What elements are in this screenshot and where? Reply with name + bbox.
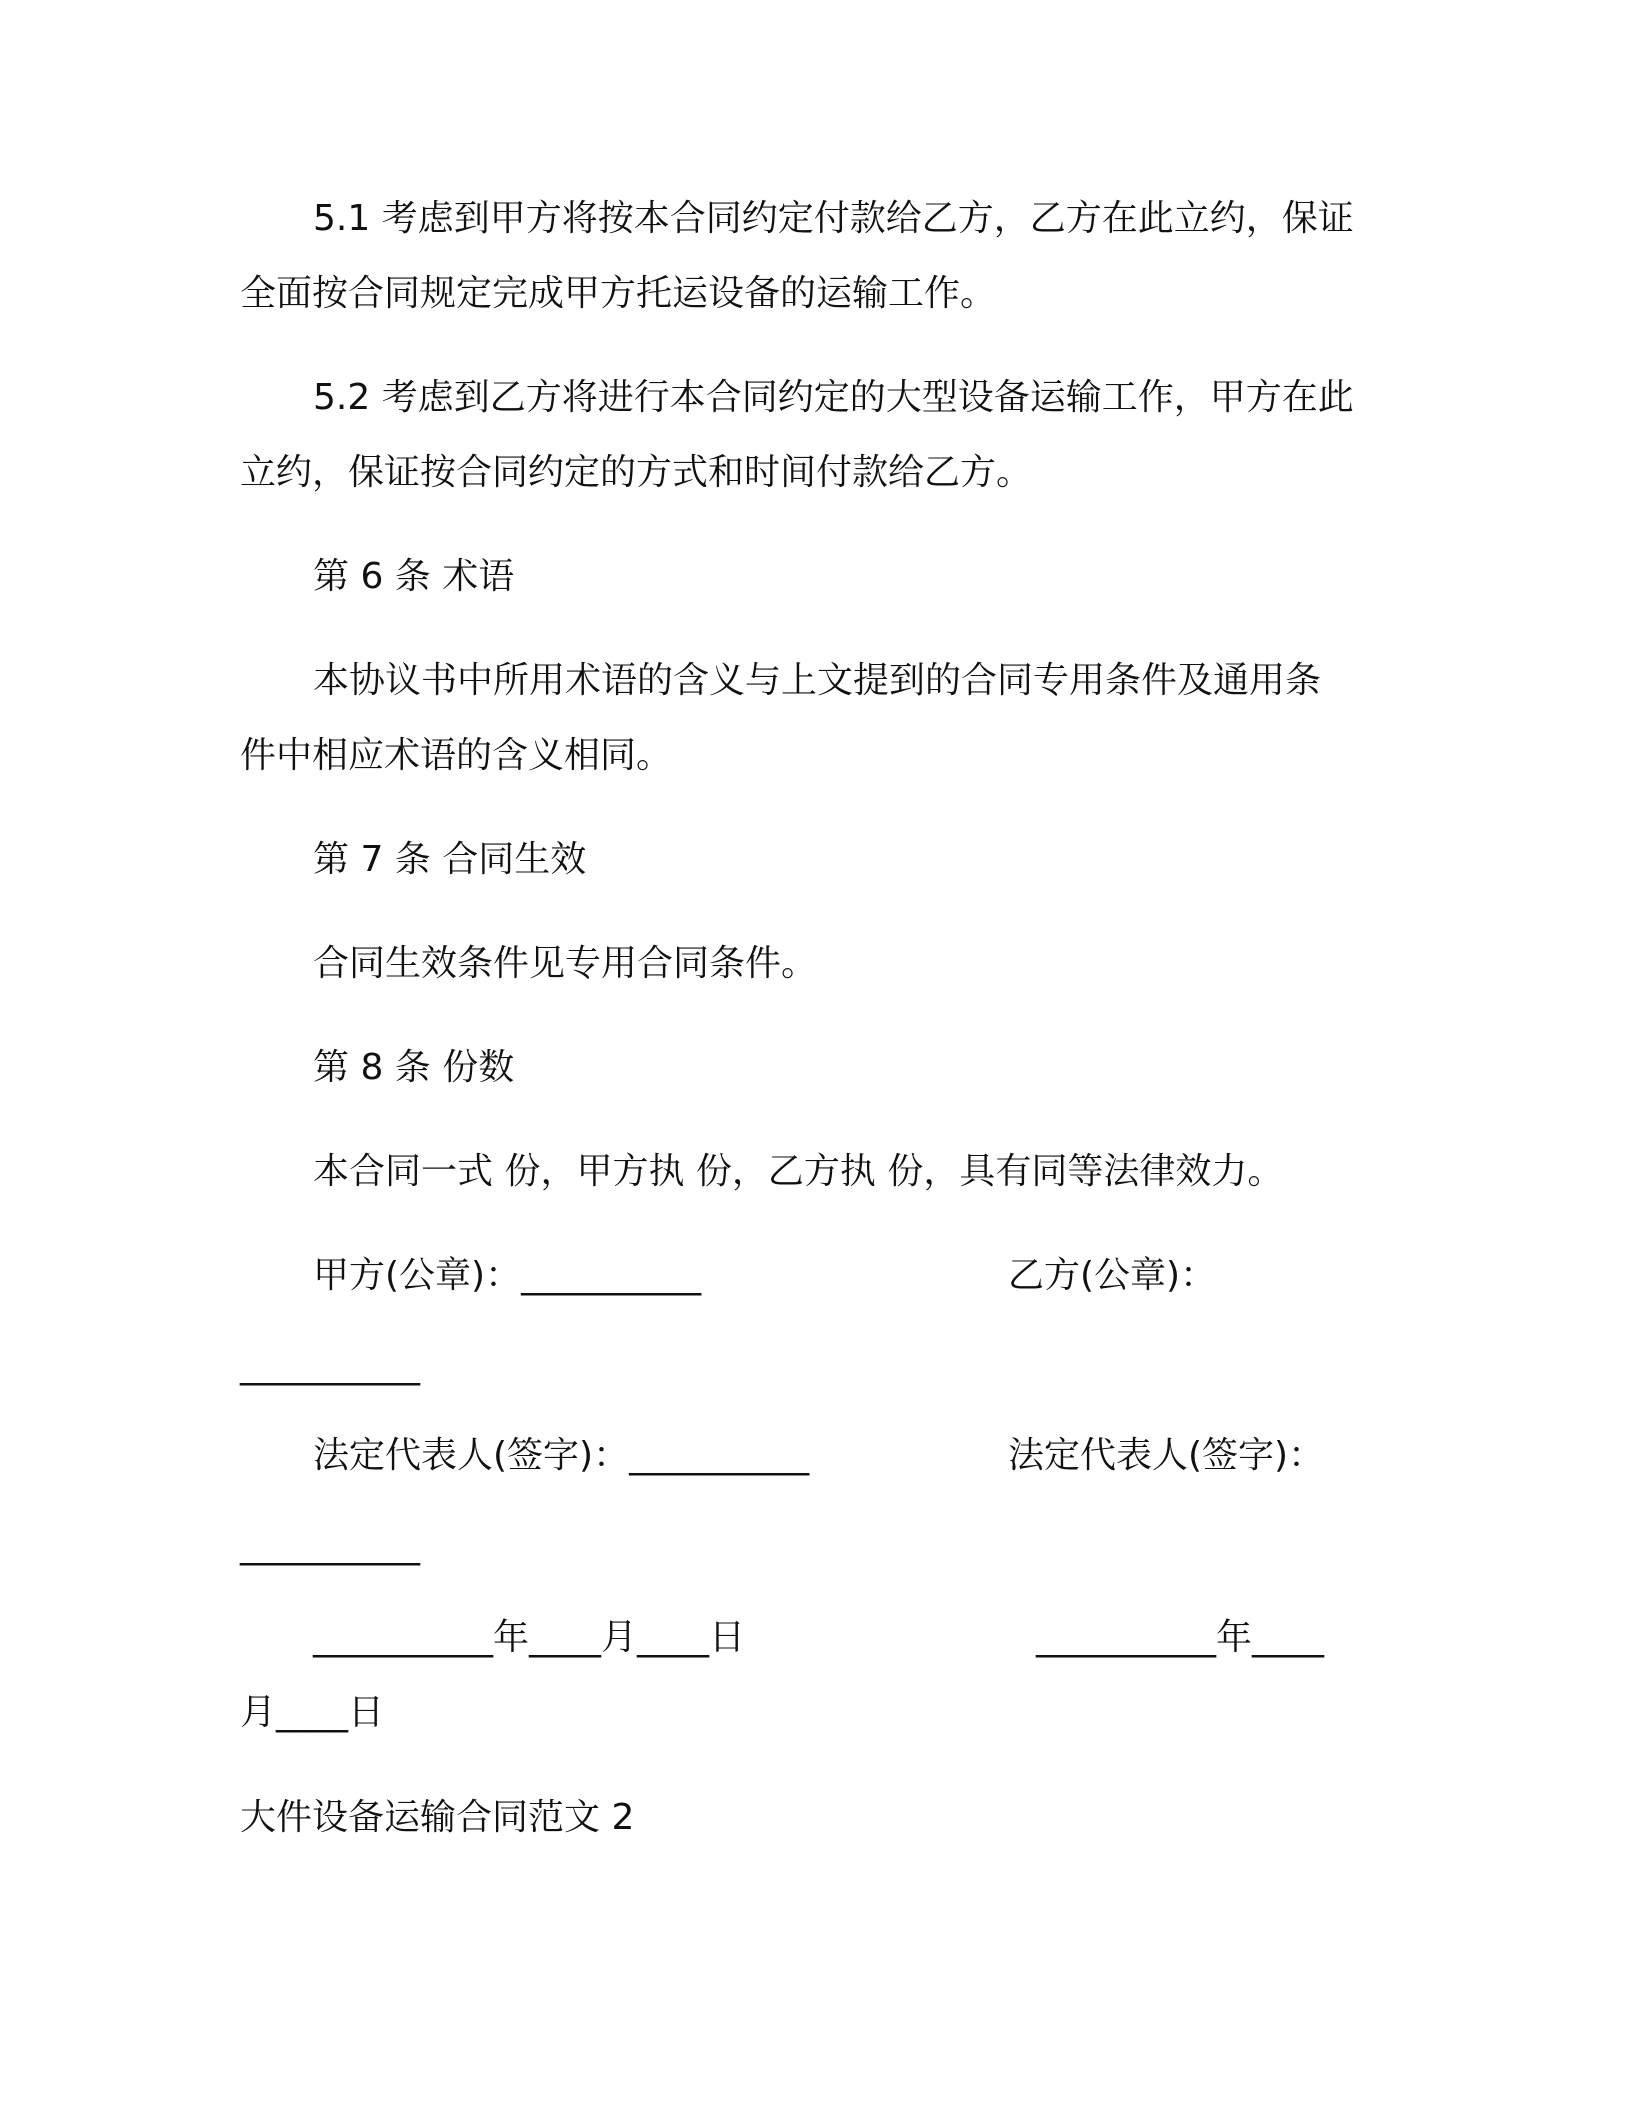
article-8-heading: 第 8 条 份数	[313, 1047, 515, 1088]
party-a-date-field: __________年____月____日	[313, 1617, 745, 1658]
party-b-representative-label: 法定代表人(签字)：	[1008, 1435, 1325, 1476]
party-b-seal-label: 乙方(公章)：	[1008, 1255, 1217, 1296]
article-6-body-line-1: 本协议书中所用术语的含义与上文提到的合同专用条件及通用条	[313, 660, 1322, 701]
party-a-representative-field: 法定代表人(签字)：__________	[313, 1435, 810, 1476]
article-8-body: 本合同一式 份，甲方执 份，乙方执 份，具有同等法律效力。	[313, 1151, 1284, 1192]
party-b-date-field-part-2: 月____日	[240, 1692, 385, 1733]
clause-5-2-line-2: 立约，保证按合同约定的方式和时间付款给乙方。	[240, 452, 1033, 493]
next-document-title: 大件设备运输合同范文 2	[240, 1797, 635, 1838]
clause-5-1-line-1: 5.1 考虑到甲方将按本合同约定付款给乙方，乙方在此立约，保证	[313, 198, 1354, 239]
article-7-heading: 第 7 条 合同生效	[313, 839, 587, 880]
clause-5-2-line-1: 5.2 考虑到乙方将进行本合同约定的大型设备运输工作，甲方在此	[313, 377, 1354, 418]
clause-5-1-line-2: 全面按合同规定完成甲方托运设备的运输工作。	[240, 273, 997, 314]
article-6-heading: 第 6 条 术语	[313, 556, 515, 597]
party-a-seal-field: 甲方(公章)：__________	[313, 1255, 702, 1296]
party-b-date-field-part-1: __________年____	[1036, 1617, 1324, 1658]
party-b-seal-blank: __________	[240, 1345, 420, 1386]
party-b-representative-blank: __________	[240, 1525, 420, 1566]
article-6-body-line-2: 件中相应术语的含义相同。	[240, 735, 673, 776]
article-7-body: 合同生效条件见专用合同条件。	[313, 943, 818, 984]
